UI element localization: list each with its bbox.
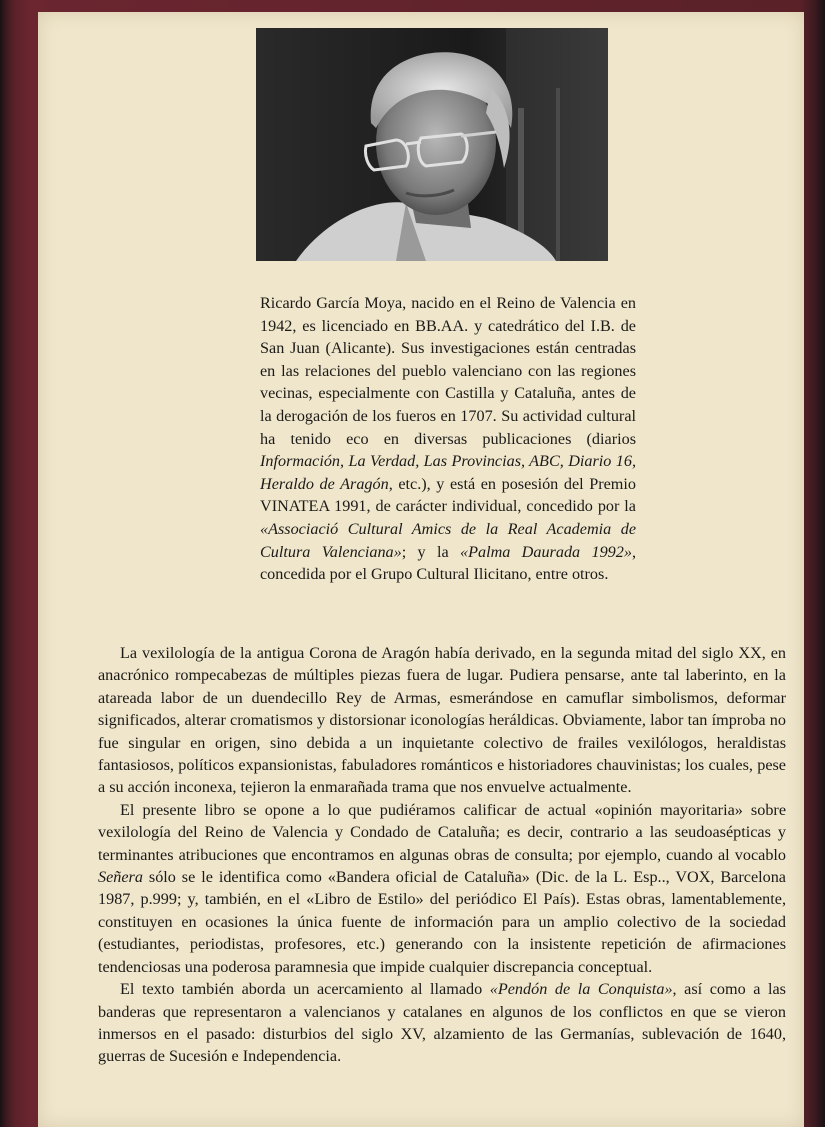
author-biography <box>260 292 636 586</box>
bio-text-b: etc.), y está en posesión del Premio VINATEA 1991, de carácter individual, concedido por la <box>260 474 636 516</box>
portrait-photo-icon <box>256 28 608 261</box>
synopsis-p2-b: sólo se le identifica como «Bandera oficial de Cataluña» (Dic. de la L. Esp.., VOX, Barcelona 1987, p.999; y, también, en el «Libro de Estilo» del periódico El País). Estas obras, lamentablemente, constituyen en ocasiones la única fuente de información para un amplio colectivo de la sociedad (estudiantes, periodistas, profesores, etc.) generando con la insistente repetición de afirmaciones tendenciosas una poderosa paramnesia que impide cualquier discrepancia conceptual. <box>98 868 786 976</box>
bio-text-d: , concedida por el Grupo Cultural Ilicitano, entre otros. <box>260 542 636 584</box>
synopsis-p3-italic: «Pendón de la Conquista» <box>489 980 673 999</box>
bio-text-c: ; y la <box>401 542 460 561</box>
bio-text-a: Ricardo García Moya, nacido en el Reino de Valencia en 1942, es licenciado en BB.AA. y catedrático del I.B. de San Juan (Alicante). Sus investigaciones están centradas en las relaciones del pueblo valenciano con las regiones vecinas, especialmente con Castilla y Cataluña, antes de la derogación de los fueros en 1707. Su actividad cultural ha tenido eco en diversas publicaciones (diarios <box>260 294 636 448</box>
synopsis-paragraph-3 <box>98 978 786 1068</box>
synopsis-paragraph-2 <box>98 799 786 978</box>
author-portrait <box>256 28 608 261</box>
bio-newspapers: Información, La Verdad, Las Provincias, ABC, Diario 16, Heraldo de Aragón, <box>260 452 636 493</box>
back-cover-page <box>38 12 804 1127</box>
synopsis-p2-italic: Señera <box>98 868 143 887</box>
bio-award: «Palma Daurada 1992» <box>460 542 632 561</box>
synopsis-paragraph-1: La vexilología de la antigua Corona de Aragón había derivado, en la segunda mitad del siglo XX, en anacrónico rompecabezas de múltiples piezas fuera de lugar. Pudiera pensarse, ante tal laberinto, en la atareada labor de un duendecillo Rey de Armas, esmerándose en camuflar simbolismos, deformar significados, alterar cromatismos y distorsionar iconologías heráldicas. Obviamente, labor tan ímproba no fue singular en origen, sino debida a un inquietante colectivo de frailes vexilólogos, heraldistas fantasiosos, políticos expansionistas, fabuladores románticos e historiadores chauvinistas; los cuales, pese a su acción inconexa, tejieron la enmarañada trama que nos envuelve actualmente. <box>98 644 786 797</box>
synopsis <box>98 642 786 1068</box>
synopsis-p2-a: El presente libro se opone a lo que pudiéramos calificar de actual «opinión mayoritaria» sobre vexilología del Reino de Valencia y Condado de Cataluña; es decir, contrario a las seudoasépticas y terminantes atribuciones que encontramos en algunas obras de consulta; por ejemplo, cuando al vocablo <box>98 800 786 864</box>
bio-association: «Associació Cultural Amics de la Real Academia de Cultura Valenciana» <box>260 519 636 561</box>
synopsis-p3-b: , así como a las banderas que representaron a valencianos y catalanes en algunos de los conflictos en que se vieron inmersos en el pasado: disturbios del siglo XV, alzamiento de las Germanías, sublevación de 1640, guerras de Sucesión e Independencia. <box>98 980 786 1066</box>
synopsis-p3-a: El texto también aborda un acercamiento al llamado <box>120 980 490 999</box>
